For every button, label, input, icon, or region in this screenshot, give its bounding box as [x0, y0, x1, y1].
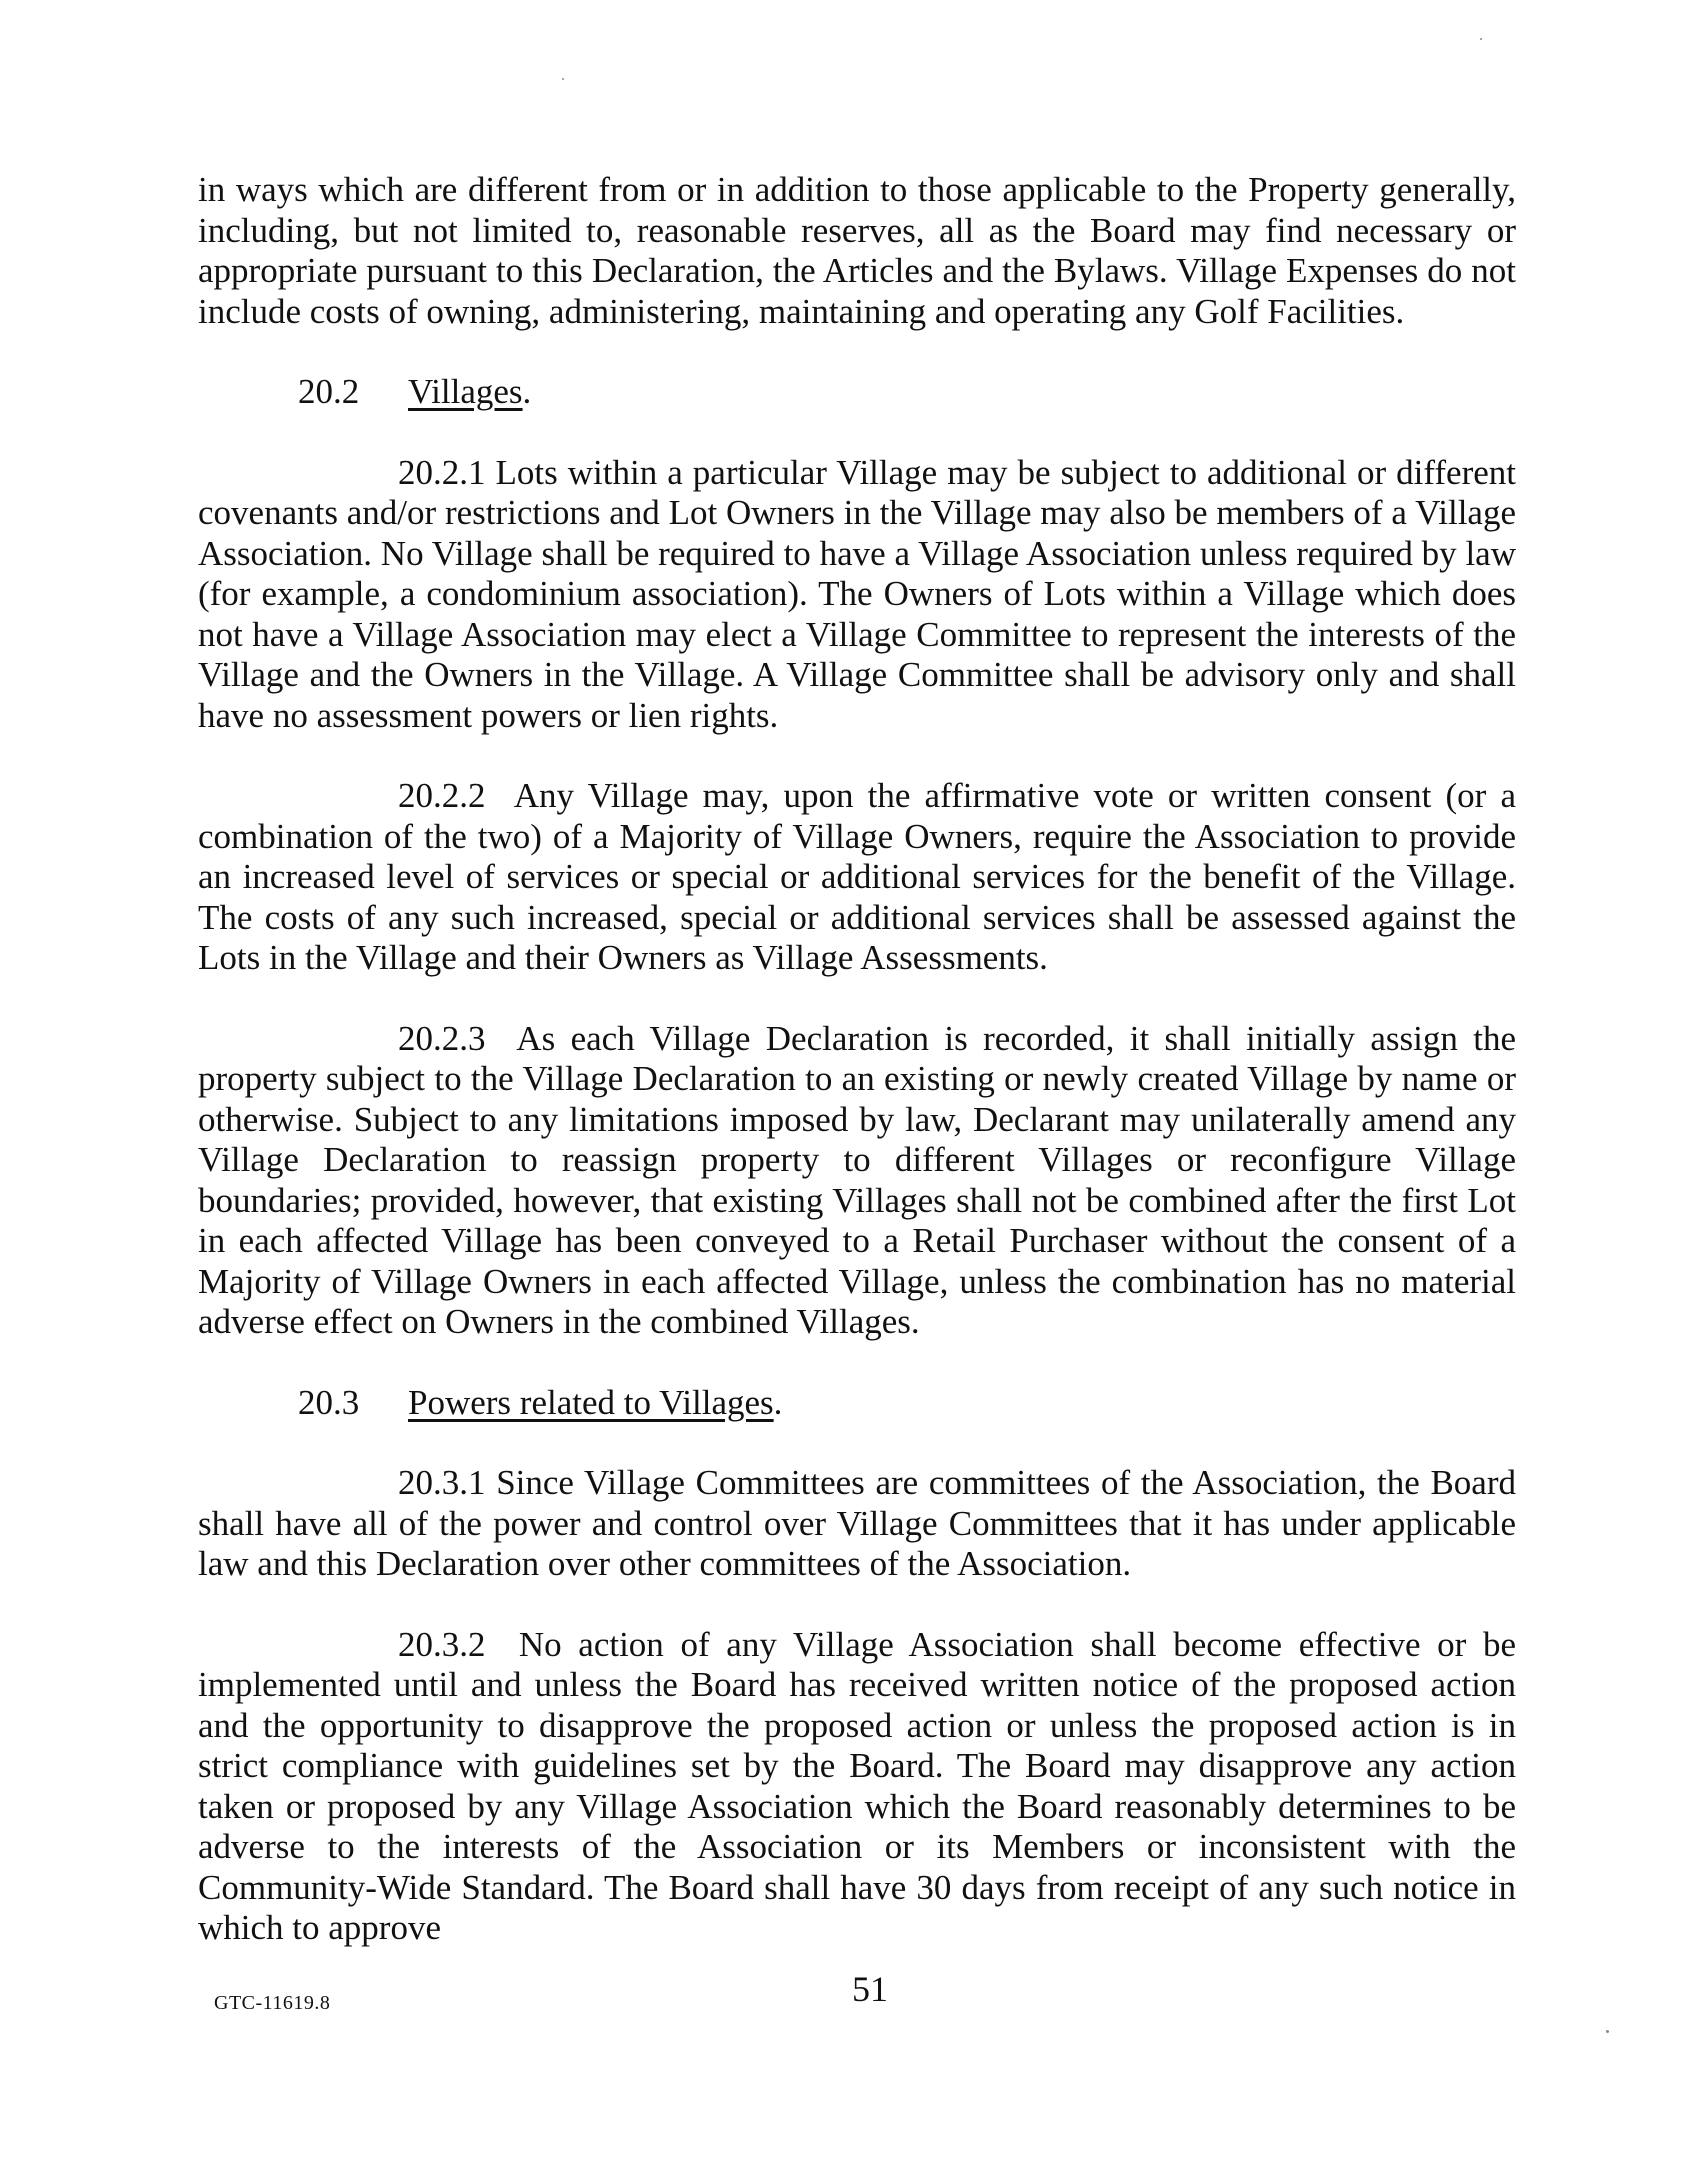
- section-title: Villages: [408, 372, 523, 411]
- paragraph-text: Lots within a particular Village may be subject to additional or different covenants and/or restrictions and Lot Owners in the Village may also be members of a Village Association. No Village shall be required to have a Village Association unless required by law (for example, a condominium association). The Owners of Lots within a Village which does not have a Village Association may elect a Village Committee to represent the interests of the Village and the Owners in the Village. A Village Committee shall be advisory only and shall have no assessment powers or lien rights.: [198, 452, 1516, 735]
- paragraph-20-2-2: [198, 776, 1516, 979]
- paragraph-text: Any Village may, upon the affirmative vote or written consent (or a combination of the two) of a Majority of Village Owners, require the Association to provide an increased level of services or special or additional services for the benefit of the Village. The costs of any such increased, special or additional services shall be assessed against the Lots in the Village and their Owners as Village Assessments.: [198, 776, 1517, 977]
- paragraph-number: 20.2.3: [398, 1018, 486, 1058]
- section-number: 20.3: [298, 1382, 360, 1422]
- section-title-period: .: [522, 372, 532, 411]
- paragraph-text: No action of any Village Association shall become effective or be implemented until and unless the Board has received written notice of the proposed action and the opportunity to disapprove the proposed action or unless the proposed action is in strict compliance with guidelines set by the Board. The Board may disapprove any action taken or proposed by any Village Association which the Board reasonably determines to be adverse to the interests of the Association or its Members or inconsistent with the Community-Wide Standard. The Board shall have 30 days from receipt of any such notice in which to approve: [198, 1624, 1517, 1947]
- section-title: Powers related to Villages: [408, 1382, 774, 1422]
- section-heading-20-3: [198, 1383, 1516, 1424]
- paragraph-text: Since Village Committees are committees of the Association, the Board shall have all of the power and control over Village Committees that it has under applicable law and this Declaration over other committees of the Association.: [198, 1463, 1516, 1583]
- paragraph-20-2-3: [198, 1019, 1516, 1343]
- paragraph-20-2-1: [198, 453, 1516, 737]
- scan-speck: [562, 78, 564, 80]
- scan-speck: [1606, 2030, 1609, 2033]
- paragraph-number: 20.2.1: [398, 452, 486, 492]
- paragraph-number: 20.2.2: [398, 776, 486, 815]
- document-code: GTC-11619.8: [214, 1992, 331, 2014]
- scan-speck: [1480, 38, 1482, 40]
- section-number: 20.2: [298, 372, 360, 411]
- paragraph-20-3-1: [198, 1463, 1516, 1585]
- page-number: 51: [852, 1969, 888, 2009]
- section-heading-20-2: [198, 372, 1516, 413]
- paragraph-20-3-2: [198, 1625, 1516, 1949]
- continuation-paragraph: in ways which are different from or in addition to those applicable to the Property generally, including, but not limited to, reasonable reserves, all as the Board may find necessary or appropriate pursuant to this Declaration, the Articles and the Bylaws. Village Expenses do not include costs of owning, administering, maintaining and operating any Golf Facilities.: [198, 170, 1516, 331]
- paragraph-text: As each Village Declaration is recorded, it shall initially assign the property subject to the Village Declaration to an existing or newly created Village by name or otherwise. Subject to any limitations imposed by law, Declarant may unilaterally amend any Village Declaration to reassign property to different Villages or reconfigure Village boundaries; provided, however, that existing Villages shall not be combined after the first Lot in each affected Village has been conveyed to a Retail Purchaser without the consent of a Majority of Village Owners in each affected Village, unless the combination has no material adverse effect on Owners in the combined Villages.: [198, 1018, 1516, 1341]
- document-body: [198, 170, 1516, 1989]
- paragraph-number: 20.3.1: [398, 1463, 486, 1502]
- paragraph-number: 20.3.2: [398, 1624, 486, 1664]
- section-title-period: .: [773, 1382, 783, 1422]
